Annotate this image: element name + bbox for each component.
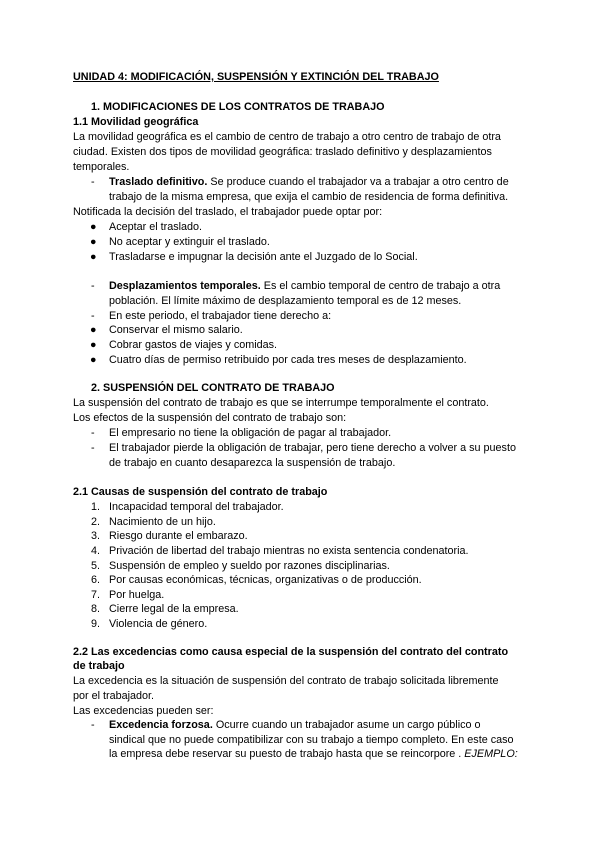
forzosa-text-line3 bbox=[109, 747, 518, 761]
dash-marker: - bbox=[91, 427, 95, 439]
subsection-2-1-heading: 2.1 Causas de suspensión del contrato de trabajo bbox=[73, 486, 328, 498]
option-item: No aceptar y extinguir el traslado. bbox=[109, 236, 270, 248]
dash-marker: - bbox=[91, 280, 95, 292]
section-2-heading: 2. SUSPENSIÓN DEL CONTRATO DE TRABAJO bbox=[91, 382, 335, 394]
traslado-item bbox=[109, 175, 509, 189]
effect-item-line2: de trabajo en cuanto desaparezca la suspensión de trabajo. bbox=[109, 457, 396, 469]
right-item: Cuatro días de permiso retribuido por cada tres meses de desplazamiento. bbox=[109, 354, 467, 366]
paragraph-line: por el trabajador. bbox=[73, 690, 155, 702]
effect-item: El trabajador pierde la obligación de trabajar, pero tiene derecho a volver a su puesto bbox=[109, 442, 516, 454]
cause-item: Cierre legal de la empresa. bbox=[109, 603, 239, 615]
section-1-heading: 1. MODIFICACIONES DE LOS CONTRATOS DE TRABAJO bbox=[91, 101, 385, 113]
right-item: Cobrar gastos de viajes y comidas. bbox=[109, 339, 278, 351]
paragraph-line: Las excedencias pueden ser: bbox=[73, 705, 214, 717]
forzosa-text-line3-main: la empresa debe reservar su puesto de trabajo hasta que se reincorpore . bbox=[109, 748, 462, 760]
bullet-marker: ● bbox=[90, 354, 97, 366]
paragraph-line: ciudad. Existen dos tipos de movilidad geográfica: traslado definitivo y desplazamientos bbox=[73, 146, 492, 158]
option-item: Aceptar el traslado. bbox=[109, 221, 203, 233]
list-number: 6. bbox=[91, 574, 101, 586]
dash-marker: - bbox=[91, 310, 95, 322]
paragraph-line: La movilidad geográfica es el cambio de centro de trabajo a otro centro de trabajo de otra bbox=[73, 131, 501, 143]
bullet-marker: ● bbox=[90, 339, 97, 351]
paragraph-line: La suspensión del contrato de trabajo es que se interrumpe temporalmente el contrato. bbox=[73, 397, 489, 409]
bullet-marker: ● bbox=[90, 236, 97, 248]
cause-item: Privación de libertad del trabajo mientras no exista sentencia condenatoria. bbox=[109, 545, 469, 557]
dash-marker: - bbox=[91, 719, 95, 731]
forzosa-item bbox=[109, 718, 481, 732]
subsection-2-2-heading: 2.2 Las excedencias como causa especial de la suspensión del contrato del contrato bbox=[73, 646, 509, 658]
list-number: 4. bbox=[91, 545, 101, 557]
subsection-2-2-heading-line2: de trabajo bbox=[73, 660, 125, 672]
effect-item: El empresario no tiene la obligación de pagar al trabajador. bbox=[109, 427, 392, 439]
bullet-marker: ● bbox=[90, 324, 97, 336]
cause-item: Por causas económicas, técnicas, organizativas o de producción. bbox=[109, 574, 422, 586]
cause-item: Por huelga. bbox=[109, 589, 165, 601]
desplazamiento-text-line2: población. El límite máximo de desplazamiento temporal es de 12 meses. bbox=[109, 295, 462, 307]
desplazamiento-item bbox=[109, 279, 500, 293]
dash-marker: - bbox=[91, 176, 95, 188]
list-number: 1. bbox=[91, 501, 101, 513]
forzosa-term: Excedencia forzosa. bbox=[109, 719, 213, 731]
option-item: Trasladarse e impugnar la decisión ante el Juzgado de lo Social. bbox=[109, 251, 418, 263]
subsection-1-1-heading: 1.1 Movilidad geográfica bbox=[73, 116, 199, 128]
cause-item: Nacimiento de un hijo. bbox=[109, 516, 216, 528]
bullet-marker: ● bbox=[90, 221, 97, 233]
traslado-text: Se produce cuando el trabajador va a trabajar a otro centro de bbox=[207, 176, 509, 188]
paragraph-line: Los efectos de la suspensión del contrato de trabajo son: bbox=[73, 412, 347, 424]
list-number: 9. bbox=[91, 618, 101, 630]
paragraph-line: temporales. bbox=[73, 161, 130, 173]
forzosa-text-line2: sindical que no puede compatibilizar con su trabajo a tiempo completo. En este caso bbox=[109, 734, 514, 746]
forzosa-text: Ocurre cuando un trabajador asume un cargo público o bbox=[212, 719, 481, 731]
periodo-item: En este periodo, el trabajador tiene derecho a: bbox=[109, 310, 332, 322]
traslado-text-line2: trabajo de la misma empresa, que exija el cambio de residencia de forma definitiva. bbox=[109, 191, 509, 203]
cause-item: Violencia de género. bbox=[109, 618, 208, 630]
list-number: 2. bbox=[91, 516, 101, 528]
paragraph-line: La excedencia es la situación de suspensión del contrato de trabajo solicitada libremente bbox=[73, 675, 499, 687]
cause-item: Incapacidad temporal del trabajador. bbox=[109, 501, 284, 513]
notification-text: Notificada la decisión del traslado, el trabajador puede optar por: bbox=[73, 206, 383, 218]
list-number: 3. bbox=[91, 530, 101, 542]
bullet-marker: ● bbox=[90, 251, 97, 263]
cause-item: Suspensión de empleo y sueldo por razones disciplinarias. bbox=[109, 560, 390, 572]
list-number: 5. bbox=[91, 560, 101, 572]
list-number: 7. bbox=[91, 589, 101, 601]
right-item: Conservar el mismo salario. bbox=[109, 324, 243, 336]
desplazamiento-term: Desplazamientos temporales. bbox=[109, 280, 261, 292]
cause-item: Riesgo durante el embarazo. bbox=[109, 530, 248, 542]
desplazamiento-text: Es el cambio temporal de centro de trabajo a otra bbox=[260, 280, 501, 292]
dash-marker: - bbox=[91, 442, 95, 454]
document-title: UNIDAD 4: MODIFICACIÓN, SUSPENSIÓN Y EXTINCIÓN DEL TRABAJO bbox=[73, 71, 439, 83]
traslado-term: Traslado definitivo. bbox=[109, 176, 208, 188]
example-label: EJEMPLO: bbox=[461, 748, 518, 760]
list-number: 8. bbox=[91, 603, 101, 615]
